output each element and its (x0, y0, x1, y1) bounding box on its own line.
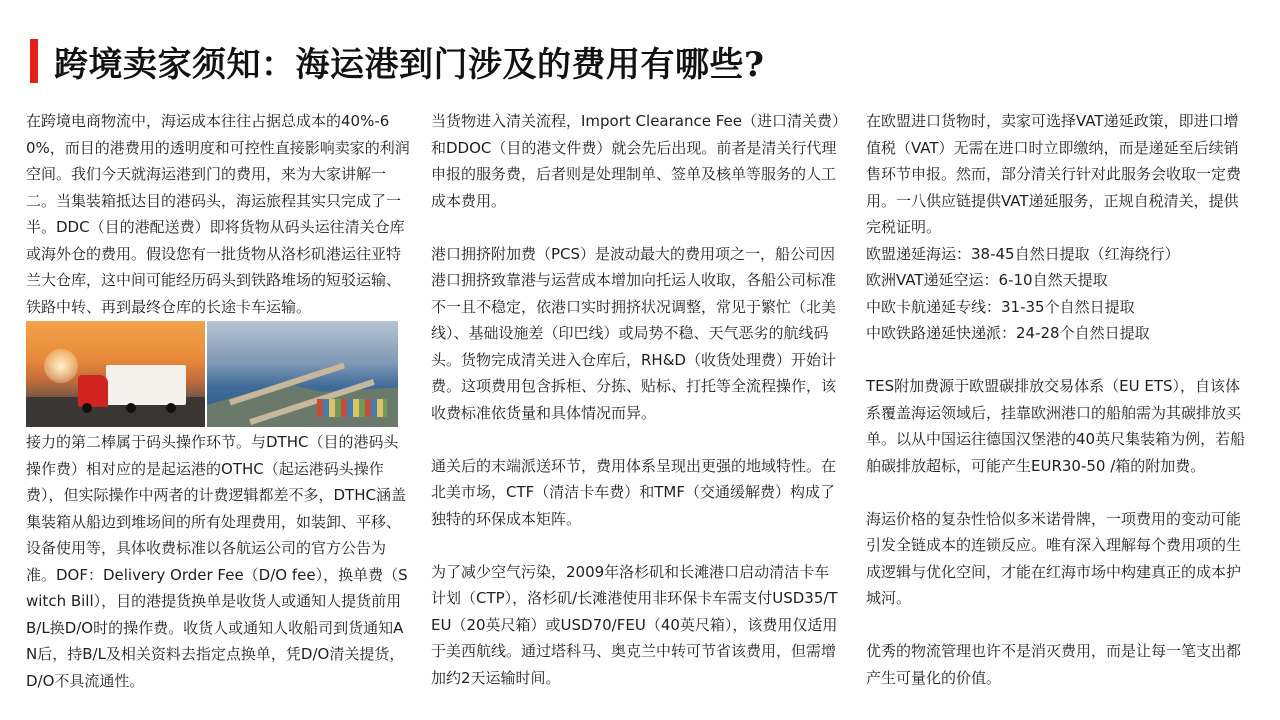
photo-strip (26, 321, 398, 427)
list-item: 中欧卡航递延专线：31-35个自然日提取 (866, 297, 1135, 316)
column-3 (866, 108, 1250, 691)
truck-sunset-photo (26, 321, 205, 427)
paragraph: 接力的第二棒属于码头操作环节。与DTHC（目的港码头操作费）相对应的是起运港的OTHC（起运港码头操作费），但实际操作中两者的计费逻辑都差不多，DTHC涵盖集装箱从船边到堆场间的所有处理费用，如装卸、平移、设备使用等，具体收费标准以各航运公司的官方公告为准。DOF：Delivery Order Fee（D/O fee），换单费（Switch Bill），目的港提货换单是收货人或通知人提货前用B/L换D/O时的操作费。收货人或通知人收船司到货通知AN后，持B/L及相关资料去指定点换单，凭D/O清关提货，D/O不具流通性。 (26, 433, 408, 690)
paragraph: 在跨境电商物流中，海运成本往往占据总成本的40%-60%，而目的港费用的透明度和可控性直接影响卖家的利润空间。我们今天就海运港到门的费用，来为大家讲解一二。当集装箱抵达目的港码头，海运旅程其实只完成了一半。DDC（目的港配送费）即将货物从码头运往清关仓库或海外仓的费用。假设您有一批货物从洛杉矶港运往亚特兰大仓库，这中间可能经历码头到铁路堆场的短驳运输、铁路中转、再到最终仓库的长途卡车运输。 (26, 112, 410, 316)
paragraph: 在欧盟进口货物时，卖家可选择VAT递延政策，即进口增值税（VAT）无需在进口时立即缴纳，而是递延至后续销售环节申报。然而，部分清关行针对此服务会收取一定费用。一八供应链提供VAT递延服务，正规自税清关，提供完税证明。 (866, 112, 1242, 236)
paragraph: 港口拥挤附加费（PCS）是波动最大的费用项之一，船公司因港口拥挤致靠港与运营成本增加向托运人收取，各船公司标准不一且不稳定，依港口实时拥挤状况调整，常见于繁忙（北美线）、基础设施差（印巴线）或局势不稳、天气恶劣的航线码头。货物完成清关进入仓库后，RH&D（收货处理费）开始计费。这项费用包含拆柜、分拣、贴标、打托等全流程操作，该收费标准依货量和具体情况而异。 (431, 244, 837, 422)
paragraph: 优秀的物流管理也许不是消灭费用，而是让每一笔支出都产生可量化的价值。 (866, 642, 1242, 687)
column-2 (431, 108, 844, 691)
title-accent-bar (30, 39, 38, 83)
paragraph: 通关后的末端派送环节，费用体系呈现出更强的地域特性。在北美市场，CTF（清洁卡车费）和TMF（交通缓解费）构成了独特的环保成本矩阵。 (431, 456, 837, 528)
page-title: 跨境卖家须知：海运港到门涉及的费用有哪些? (54, 44, 765, 85)
list-item: 欧洲VAT递延空运：6-10自然天提取 (866, 271, 1108, 289)
paragraph: 为了减少空气污染，2009年洛杉矶和长滩港口启动清洁卡车计划（CTP），洛杉矶/长滩港使用非环保卡车需支付USD35/TEU（20英尺箱）或USD70/FEU（40英尺箱），该费用仅适用于美西航线。通过塔科马、奥克兰中转可节省该费用，但需增加约2天运输时间。 (431, 562, 838, 687)
paragraph: 当货物进入清关流程，Import Clearance Fee（进口清关费）和DDOC（目的港文件费）就会先后出现。前者是清关行代理申报的服务费，后者则是处理制单、签单及核单等服务的人工成本费用。 (431, 112, 840, 210)
paragraph: 海运价格的复杂性恰似多米诺骨牌，一项费用的变动可能引发全链成本的连锁反应。唯有深入理解每个费用项的生成逻辑与优化空间，才能在红海市场中构建真正的成本护城河。 (866, 509, 1242, 607)
paragraph: TES附加费源于欧盟碳排放交易体系（EU ETS），自该体系覆盖海运领域后，挂靠欧洲港口的船舶需为其碳排放买单。以从中国运往德国汉堡港的40英尺集装箱为例，若船舶碳排放超标，可能产生EUR30-50 /箱的附加费。 (866, 377, 1246, 475)
column-1 (26, 108, 411, 694)
list-item: 欧盟递延海运：38-45自然日提取（红海绕行） (866, 244, 1180, 263)
list-item: 中欧铁路递延快递派：24-28个自然日提取 (866, 324, 1150, 342)
page-header (30, 36, 764, 86)
container-port-photo (207, 321, 398, 427)
